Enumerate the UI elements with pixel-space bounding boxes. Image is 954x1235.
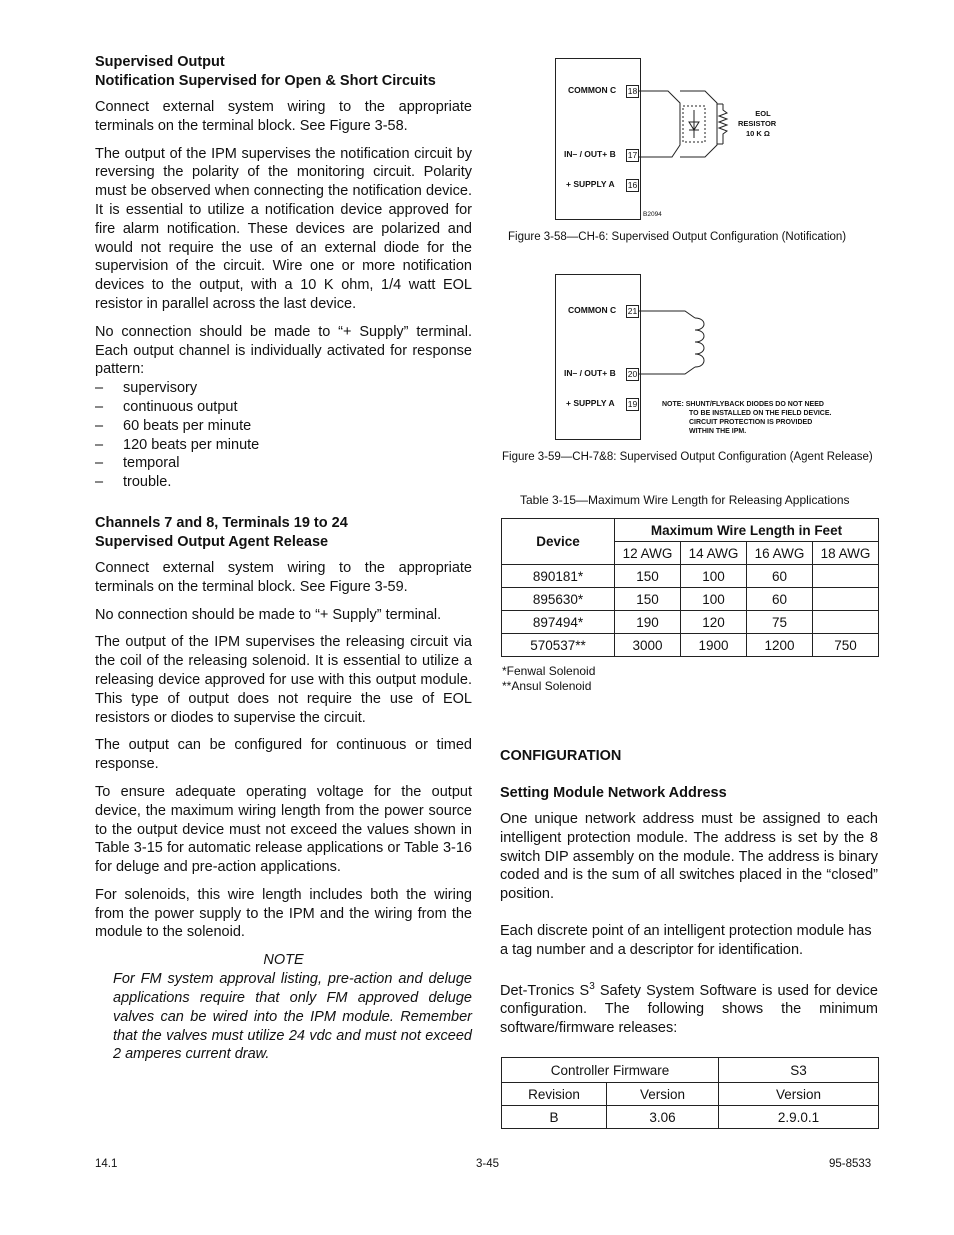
table-col-header: 18 AWG [813, 542, 879, 565]
table-cell: 190 [615, 611, 681, 634]
table-cell: 895630* [502, 588, 615, 611]
page-number: 3-45 [476, 1158, 500, 1170]
superscript: 3 [589, 980, 595, 992]
table-row [502, 611, 879, 634]
table-row [502, 565, 879, 588]
table-cell: 100 [681, 565, 747, 588]
note-line3: CIRCUIT PROTECTION IS PROVIDED [689, 419, 813, 426]
terminal-number: 17 [627, 150, 638, 160]
terminal-number: 20 [627, 369, 638, 379]
terminal-label-supply: + SUPPLY A [566, 179, 615, 189]
table-col-header: 12 AWG [615, 542, 681, 565]
terminal-number: 21 [627, 306, 638, 316]
table-cell: 60 [747, 588, 813, 611]
table-row [502, 634, 879, 657]
list-item: – continuous output [95, 398, 472, 417]
paragraph: The output can be configured for continuous or timed response. [95, 737, 472, 773]
list-item: – 60 beats per minute [95, 417, 472, 436]
paragraph: No connection should be made to “+ Supply” terminal. [95, 606, 442, 623]
table-row [502, 588, 879, 611]
table-header-version: Version [719, 1083, 879, 1106]
paragraph: No connection should be made to “+ Supply” terminal. Each output channel is individually activated for response pattern: [95, 323, 472, 378]
table-cell: 120 [681, 611, 747, 634]
section-heading-line1: Supervised Output [95, 54, 225, 70]
table-cell: 100 [681, 588, 747, 611]
note-line2: TO BE INSTALLED ON THE FIELD DEVICE. [689, 410, 832, 417]
table-cell: 3000 [615, 634, 681, 657]
table-cell: 890181* [502, 565, 615, 588]
table-3-15-title: Table 3-15—Maximum Wire Length for Releasing Applications [520, 493, 850, 507]
paragraph: To ensure adequate operating voltage for the output device, the maximum wiring length from the power source to the output device must not exceed the values shown in Table 3-15 for automatic release applications or Table 3-16 for deluge and pre-action applications. [95, 783, 472, 876]
terminal-label-inout: IN– / OUT+ B [564, 368, 616, 378]
config-heading: CONFIGURATION [500, 748, 622, 764]
figure-code: B2094 [643, 211, 662, 218]
firmware-table [501, 1057, 879, 1129]
paragraph: Each discrete point of an intelligent protection module has a tag number and a descriptor for identification. [500, 922, 872, 958]
text: Det-Tronics S [500, 982, 590, 999]
paragraph: Connect external system wiring to the appropriate terminals on the terminal block. See Figure 3-59. [95, 559, 472, 595]
table-header-revision: Revision [502, 1083, 607, 1106]
document-number: 95-8533 [829, 1158, 872, 1170]
table-footnote: *Fenwal Solenoid [502, 664, 596, 678]
table-cell [813, 611, 879, 634]
eol-label-line1: EOL [755, 109, 771, 118]
paragraph: Connect external system wiring to the appropriate terminals on the terminal block. See Figure 3-58. [95, 99, 472, 134]
figure-3-59-caption: Figure 3-59—CH-7&8: Supervised Output Configuration (Agent Release) [502, 451, 873, 463]
table-cell: 60 [747, 565, 813, 588]
note-title: NOTE [263, 952, 304, 969]
eol-label-line3: 10 K Ω [746, 129, 770, 138]
table-header-group: Maximum Wire Length in Feet [615, 519, 879, 542]
table-cell: B [502, 1106, 607, 1129]
table-header-s3: S3 [719, 1058, 879, 1083]
table-footnote: **Ansul Solenoid [502, 679, 592, 693]
figure-3-58 [555, 58, 805, 220]
table-header-controller: Controller Firmware [502, 1058, 719, 1083]
table-header-version: Version [607, 1083, 719, 1106]
list-item: – temporal [95, 454, 472, 473]
list-item: – supervisory [95, 379, 472, 398]
list-item: – trouble. [95, 473, 472, 492]
terminal-label-common: COMMON C [568, 85, 617, 95]
terminal-label-common: COMMON C [568, 305, 617, 315]
list-item: – 120 beats per minute [95, 436, 472, 455]
table-cell [813, 588, 879, 611]
terminal-number: 19 [627, 399, 638, 409]
table-cell [813, 565, 879, 588]
left-column [95, 53, 472, 1064]
table-cell: 570537** [502, 634, 615, 657]
eol-label-line2: RESISTOR [738, 119, 777, 128]
configuration-section [500, 747, 878, 1047]
note-line4: WITHIN THE IPM. [689, 428, 747, 435]
table-cell: 1900 [681, 634, 747, 657]
table-cell: 150 [615, 565, 681, 588]
paragraph: For solenoids, this wire length includes both the wiring from the power supply to the IPM and the wiring from the module to the solenoid. [95, 886, 472, 941]
paragraph: One unique network address must be assigned to each intelligent protection module. The address is set by the 8 switch DIP assembly on the module. The address is binary coded and is the sum of all switches placed in the “closed” position. [500, 811, 878, 903]
terminal-number: 18 [627, 86, 638, 96]
notification-wiring-diagram [555, 58, 805, 220]
terminal-number: 16 [627, 180, 638, 190]
paragraph [500, 978, 878, 1038]
table-cell: 750 [813, 634, 879, 657]
sub-heading: Setting Module Network Address [500, 785, 727, 801]
table-row [502, 1106, 879, 1129]
footer-revision: 14.1 [95, 1158, 118, 1170]
response-pattern-list [95, 379, 472, 492]
terminal-label-supply: + SUPPLY A [566, 398, 615, 408]
note-line1: NOTE: SHUNT/FLYBACK DIODES DO NOT NEED [662, 401, 824, 408]
note-body: For FM system approval listing, pre-action and deluge applications require that only FM approved deluge valves can be wired into the IPM module. Remember that the valves must utilize 24 vdc and must not exceed 2 amperes current draw. [113, 971, 472, 1063]
figure-3-59 [555, 274, 885, 440]
text: Safety System Software is used for device configuration. The following shows the minimum software/firmware releases: [500, 982, 878, 1036]
table-header-device: Device [502, 519, 615, 565]
table-cell: 75 [747, 611, 813, 634]
section-heading-line2: Notification Supervised for Open & Short Circuits [95, 73, 436, 89]
section-heading-line1: Channels 7 and 8, Terminals 19 to 24 [95, 514, 348, 531]
paragraph: The output of the IPM supervises the releasing circuit via the coil of the releasing solenoid. It is essential to utilize a releasing device approved for use with this output module. This type of output does not require the use of EOL resistors or diodes to supervise the circuit. [95, 634, 472, 726]
paragraph: The output of the IPM supervises the notification circuit by reversing the polarity of the monitoring circuit. Polarity must be observed when connecting the notification device. It is essential to utilize a notification device approved for fire alarm notification. These devices are polarized and would not require the use of an external diode for the supervision of the circuit. Wire one or more notification devices to the output, with a 10 K ohm, 1/4 watt EOL resistor in parallel across the last device. [95, 145, 472, 312]
table-cell: 150 [615, 588, 681, 611]
wire-length-table [501, 518, 879, 657]
figure-3-58-caption: Figure 3-58—CH-6: Supervised Output Configuration (Notification) [508, 231, 847, 243]
table-cell: 1200 [747, 634, 813, 657]
table-cell: 3.06 [607, 1106, 719, 1129]
table-cell: 897494* [502, 611, 615, 634]
table-col-header: 14 AWG [681, 542, 747, 565]
table-cell: 2.9.0.1 [719, 1106, 879, 1129]
terminal-label-inout: IN– / OUT+ B [564, 149, 616, 159]
table-col-header: 16 AWG [747, 542, 813, 565]
section-heading-line2: Supervised Output Agent Release [95, 533, 329, 550]
